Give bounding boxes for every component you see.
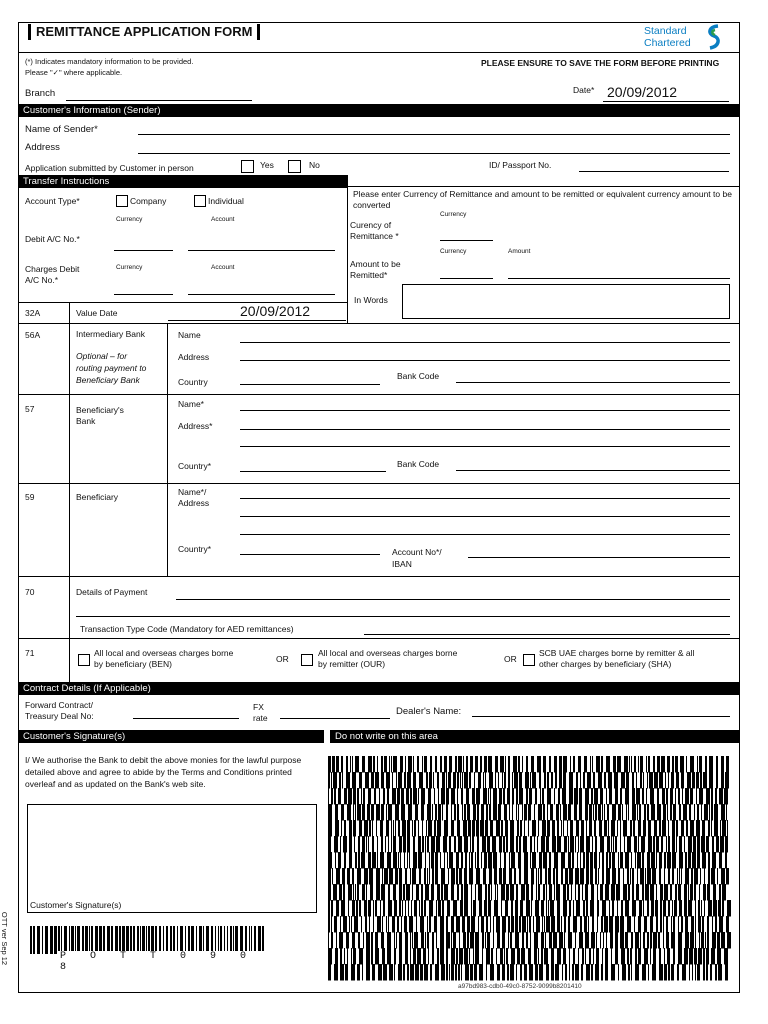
forward-contract-label-2: Treasury Deal No: (25, 711, 94, 721)
signature-label: Customer's Signature(s) (30, 900, 122, 910)
charges-our-label-1: All local and overseas charges borne (318, 648, 458, 658)
ben-country-label: Country* (178, 544, 212, 554)
customer-section-header: Customer's Information (Sender) (18, 104, 739, 117)
transaction-type-label: Transaction Type Code (Mandatory for AED remittances) (80, 624, 294, 634)
pdf417-barcode (328, 756, 730, 980)
amount-field[interactable] (508, 278, 730, 279)
optional-note-2: routing payment to (76, 363, 147, 373)
dealer-name-label: Dealer's Name: (396, 706, 462, 717)
form-title: REMITTANCE APPLICATION FORM (28, 24, 260, 40)
dealer-name-field[interactable] (472, 716, 730, 717)
payment-details-label: Details of Payment (76, 587, 148, 597)
intermediary-bank-label: Intermediary Bank (76, 329, 145, 339)
charges-account-caption: Account (211, 264, 235, 271)
forward-contract-label-1: Forward Contract/ (25, 700, 94, 710)
int-country-field[interactable] (240, 384, 380, 385)
transaction-type-field[interactable] (364, 634, 730, 635)
ben-country-field[interactable] (240, 554, 380, 555)
remitted-label: Remitted* (350, 270, 388, 280)
form-barcode-bars (30, 926, 268, 954)
currency-note: Please enter Currency of Remittance and amount to be remitted or equivalent currency amount to be converted (353, 189, 732, 210)
authorise-text: I/ We authorise the Bank to debit the above monies for the lawful purpose detailed above and agree to abide by the Terms and Conditions printed overleaf and as updated on the Bank's web site. (25, 755, 302, 789)
remit-currency-caption: Currency (440, 211, 467, 218)
ben-name-label-1: Name*/ (178, 487, 207, 497)
amount-label: Amount to be (350, 259, 401, 269)
row-57-code: 57 (25, 404, 35, 414)
optional-note-1: Optional – for (76, 351, 128, 361)
amount-currency-caption: Currency (440, 248, 467, 255)
value-date-field[interactable]: 20/09/2012 (240, 303, 311, 319)
fx-rate-label-1: FX (253, 702, 264, 712)
form-barcode-text: P O T T 0 9 0 8 (58, 951, 268, 973)
company-checkbox[interactable] (116, 195, 128, 207)
form-barcode (30, 926, 268, 973)
row-59-code: 59 (25, 492, 35, 502)
in-words-label: In Words (354, 295, 388, 305)
barcode-id: a97bd983-cdb0-49c0-8752-9099b8201410 (458, 983, 582, 990)
debit-account-field[interactable] (188, 250, 335, 251)
sender-name-field[interactable] (138, 134, 730, 135)
ben-bank-country-field[interactable] (240, 471, 386, 472)
charges-our-label-2: by remitter (OUR) (318, 659, 386, 669)
beneficiary-bank-label-2: Bank (76, 416, 96, 426)
charges-ben-label-2: by beneficiary (BEN) (94, 659, 172, 669)
charges-our-checkbox[interactable] (301, 654, 313, 666)
signature-section-header: Customer's Signature(s) (18, 730, 324, 743)
mandatory-note: (*) Indicates mandatory information to be provided. (25, 57, 194, 66)
transfer-section-header: Transfer Instructions (18, 175, 348, 188)
form-code: OTT ver Sep 12 (0, 911, 10, 966)
beneficiary-label: Beneficiary (76, 492, 119, 502)
company-label: Company (130, 196, 167, 206)
ben-bank-name-label: Name* (178, 399, 204, 409)
in-person-yes-label: Yes (260, 160, 274, 170)
charges-ac-label: A/C No.* (25, 275, 59, 285)
charges-currency-caption: Currency (116, 264, 143, 271)
row-70-code: 70 (25, 587, 35, 597)
optional-note-3: Beneficiary Bank (76, 375, 140, 385)
individual-label: Individual (208, 196, 244, 206)
ben-bank-code-label: Bank Code (397, 459, 440, 469)
bank-name-line2: Chartered (644, 37, 691, 49)
branch-field[interactable] (66, 100, 252, 101)
beneficiary-bank-label-1: Beneficiary's (76, 405, 124, 415)
row-71-code: 71 (25, 648, 35, 658)
int-name-field[interactable] (240, 342, 730, 343)
sender-address-field[interactable] (138, 153, 730, 154)
charges-currency-field[interactable] (114, 294, 173, 295)
ben-bank-country-label: Country* (178, 461, 212, 471)
in-person-no-checkbox[interactable] (288, 160, 301, 173)
bank-name-line1: Standard (644, 25, 687, 37)
debit-currency-field[interactable] (114, 250, 173, 251)
ben-account-label-2: IBAN (392, 559, 412, 569)
ben-bank-address-label: Address* (178, 421, 213, 431)
contract-section-header: Contract Details (If Applicable) (18, 682, 739, 695)
ben-name-label-2: Address (178, 498, 210, 508)
id-passport-label: ID/ Passport No. (489, 160, 552, 170)
in-person-label: Application submitted by Customer in person (25, 163, 194, 173)
charges-ben-checkbox[interactable] (78, 654, 90, 666)
debit-ac-label: Debit A/C No.* (25, 234, 80, 244)
int-country-label: Country (178, 377, 208, 387)
date-label: Date* (573, 85, 595, 95)
account-type-label: Account Type* (25, 196, 80, 206)
fx-rate-label-2: rate (253, 713, 268, 723)
charges-debit-label: Charges Debit (25, 264, 80, 274)
ben-bank-name-field[interactable] (240, 410, 730, 411)
row-56a-code: 56A (25, 330, 41, 340)
or-label-2: OR (504, 654, 517, 664)
individual-checkbox[interactable] (194, 195, 206, 207)
pdf417-barcode-bars (328, 756, 730, 980)
save-notice: PLEASE ENSURE TO SAVE THE FORM BEFORE PRINTING (481, 58, 720, 68)
value-date-label: Value Date (76, 308, 118, 318)
tick-note: Please "✓" where applicable. (25, 68, 123, 77)
charges-sha-checkbox[interactable] (523, 654, 535, 666)
payment-details-field[interactable] (176, 599, 730, 600)
int-bank-code-field[interactable] (456, 382, 730, 383)
ben-account-label-1: Account No*/ (392, 547, 442, 557)
amount-caption: Amount (508, 248, 531, 255)
branch-label: Branch (25, 88, 56, 99)
date-field[interactable]: 20/09/2012 (607, 84, 678, 100)
remit-currency-field[interactable] (440, 240, 493, 241)
ben-account-field[interactable] (468, 557, 730, 558)
charges-account-field[interactable] (188, 294, 335, 295)
debit-account-caption: Account (211, 216, 235, 223)
charges-ben-label-1: All local and overseas charges borne (94, 648, 234, 658)
in-person-no-label: No (309, 160, 320, 170)
id-passport-field[interactable] (579, 171, 729, 172)
charges-sha-label-1: SCB UAE charges borne by remitter & all (539, 648, 695, 658)
curency-label: Curency of (350, 220, 392, 230)
debit-currency-caption: Currency (116, 216, 143, 223)
in-person-yes-checkbox[interactable] (241, 160, 254, 173)
amount-currency-field[interactable] (440, 278, 493, 279)
forward-contract-field[interactable] (133, 718, 239, 719)
int-bank-code-label: Bank Code (397, 371, 440, 381)
or-label-1: OR (276, 654, 289, 664)
int-address-label: Address (178, 352, 210, 362)
signature-box[interactable] (27, 804, 317, 913)
do-not-write-header: Do not write on this area (330, 730, 739, 743)
ben-name-field[interactable] (240, 498, 730, 499)
row-32a-code: 32A (25, 308, 41, 318)
in-words-field[interactable] (402, 284, 730, 319)
int-name-label: Name (178, 330, 201, 340)
bank-logo-icon (704, 24, 724, 50)
sender-address-label: Address (25, 142, 60, 153)
charges-sha-label-2: other charges by beneficiary (SHA) (539, 659, 672, 669)
fx-rate-field[interactable] (280, 718, 390, 719)
ben-bank-code-field[interactable] (456, 470, 730, 471)
ben-bank-address-field[interactable] (240, 429, 730, 430)
remittance-label: Remittance * (350, 231, 399, 241)
bank-logo (642, 24, 732, 50)
sender-name-label: Name of Sender* (25, 124, 98, 135)
int-address-field[interactable] (240, 360, 730, 361)
